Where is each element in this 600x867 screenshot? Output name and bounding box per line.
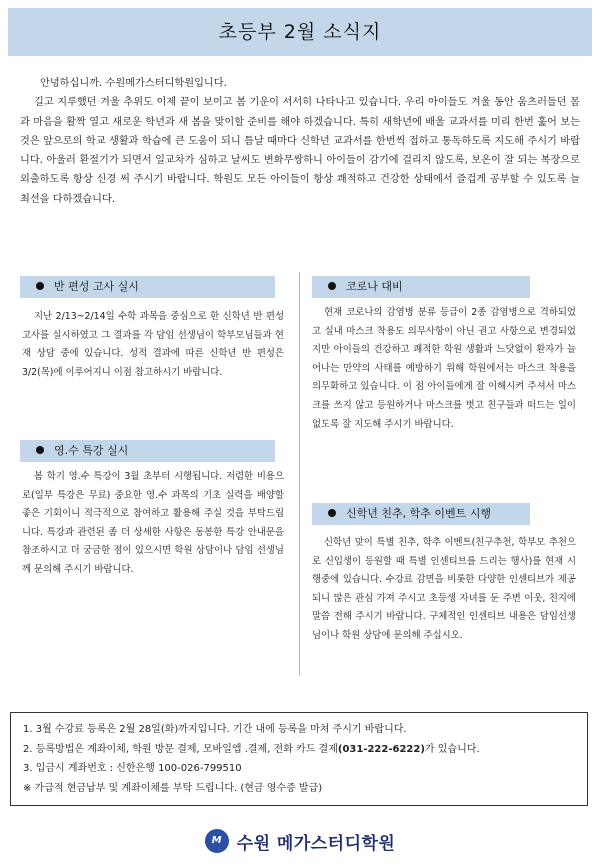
special-lecture-title: 영.수 특강 실시 [54,444,129,457]
corona-header [312,276,530,298]
bullet-icon [36,446,44,454]
bullet-icon [36,282,44,290]
intro-greeting: 안녕하십니까. 수원메가스터디학원입니다. [40,78,227,89]
notice-line-3: 3. 입금시 계좌번호 : 신한은행 100-026-799510 [23,763,242,774]
notice-line-1: 1. 3월 수강료 등록은 2월 28일(화)까지입니다. 기간 내에 등록을 마쳐 주시기 바랍니다. [23,724,407,735]
intro-body: 길고 지루했던 겨울 추위도 이제 끝이 보이고 봄 기운이 서서히 나타나고 있습니다. 우리 아이들도 겨울 동안 움츠러들던 몸과 마음을 활짝 열고 새로운 학년과 새 봄을 맞이할 준비를 해야 하겠습니다. 특히 새학년에 배울 교과서를 미리 한번 훑어 보는 것은 앞으로의 학교 생활과 학습에 큰 도움이 되니 틈날 때마다 신학년 교과서를 한번씩 접하고 통독하도록 지도해 주시기 바랍니다. 아울러 환절기가 되면서 일교차가 심하고 날씨도 변화무쌍하니 아이들이 감기에 걸리지 않도록, 보온이 잘 되는 복장으로 외출하도록 항상 신경 써 주시기 바랍니다. 학원도 모든 아이들이 항상 쾌적하고 건강한 상태에서 즐겁게 공부할 수 있도록 늘 최선을 다하겠습니다. [20,97,580,205]
bullet-icon [328,282,336,290]
intro-section [20,74,580,209]
notice-box [10,712,588,806]
notice-line-2-end: 가 있습니다. [424,743,480,755]
corona-title: 코로나 대비 [346,280,403,293]
placement-test-section [22,308,284,382]
event-header [312,503,530,525]
corona-body: 현재 코로나의 감염병 분류 등급이 2종 감염병으로 격하되었고 실내 마스크 착용도 의무사항이 아닌 권고 사항으로 변경되었지만 아이들의 건강하고 쾌적한 학원 생활과 느닷없이 환자가 늘어나는 만약의 사태를 예방하기 위해 학원에서는 마스크 착용을 의무화하고 있습니다. 이 점 아이들에게 잘 이해시켜 주셔서 마스크를 쓰지 않고 등원하거나 마스크를 벗고 친구들과 떠드는 일이 없도록 잘 지도해 주시기 바랍니다. [312,307,576,430]
special-lecture-body: 봄 학기 영.수 특강이 3월 초부터 시행됩니다. 저렴한 비용으로(일부 특강은 무료) 중요한 영.수 과목의 기초 실력을 배양할 좋은 기회이니 적극적으로 참여하고 활용해 주실 것을 부탁드립니다. 특강과 관련된 좀 더 상세한 사항은 동봉한 특강 안내문을 참조하시고 더 궁금한 점이 있으시면 학원 상담이나 담임 선생님께 문의해 주시기 바랍니다. [22,471,284,575]
logo-icon: M [205,829,229,853]
special-lecture-section [22,468,284,580]
logo-text: 수원 메가스터디학원 [236,833,396,854]
placement-test-title: 반 편성 고사 실시 [54,280,139,293]
bullet-icon [328,509,336,517]
placement-test-body: 지난 2/13~2/14일 수학 과목을 중심으로 한 신학년 반 편성고사를 실시하였고 그 결과를 각 담임 선생님이 학부모님들과 현재 상담 중에 있습니다. 성적 결과에 따른 신학년 반 편성은 3/2(목)에 이루어지니 이점 참고하시기 바랍니다. [22,311,284,378]
event-title: 신학년 친추, 학추 이벤트 시행 [346,507,491,520]
column-divider [299,272,300,676]
academy-logo [0,824,600,858]
event-section [312,534,576,646]
notice-line-2 [23,740,575,760]
notice-line-4: ※ 가급적 현금납부 및 계좌이체를 부탁 드립니다. (현금 영수증 발급) [23,782,323,794]
phone-number: (031-222-6222) [337,743,425,755]
notice-line-2-text: 2. 등록방법은 계좌이체, 학원 방문 결제, 모바일앱 .결제, 전화 카드 결제 [23,743,338,755]
placement-test-header [20,276,275,298]
corona-section [312,304,576,434]
event-body: 신학년 맞이 특별 친추, 학추 이벤트(친구추천, 학부모 추천으로 신입생이 등원할 때 특별 인센티브를 드리는 행사)를 현재 시행중에 있습니다. 수강료 감면을 비롯한 다양한 인센티브가 제공되니 많은 관심 가져 주시고 초등생 자녀를 둔 주변 이웃, 친지에 말씀 전해 주시기 바랍니다. 구체적인 인센티브 내용은 담임선생님이나 학원 상담에 문의해 주십시오. [312,537,576,641]
page-title: 초등부 2월 소식지 [8,8,592,56]
special-lecture-header [20,440,275,462]
